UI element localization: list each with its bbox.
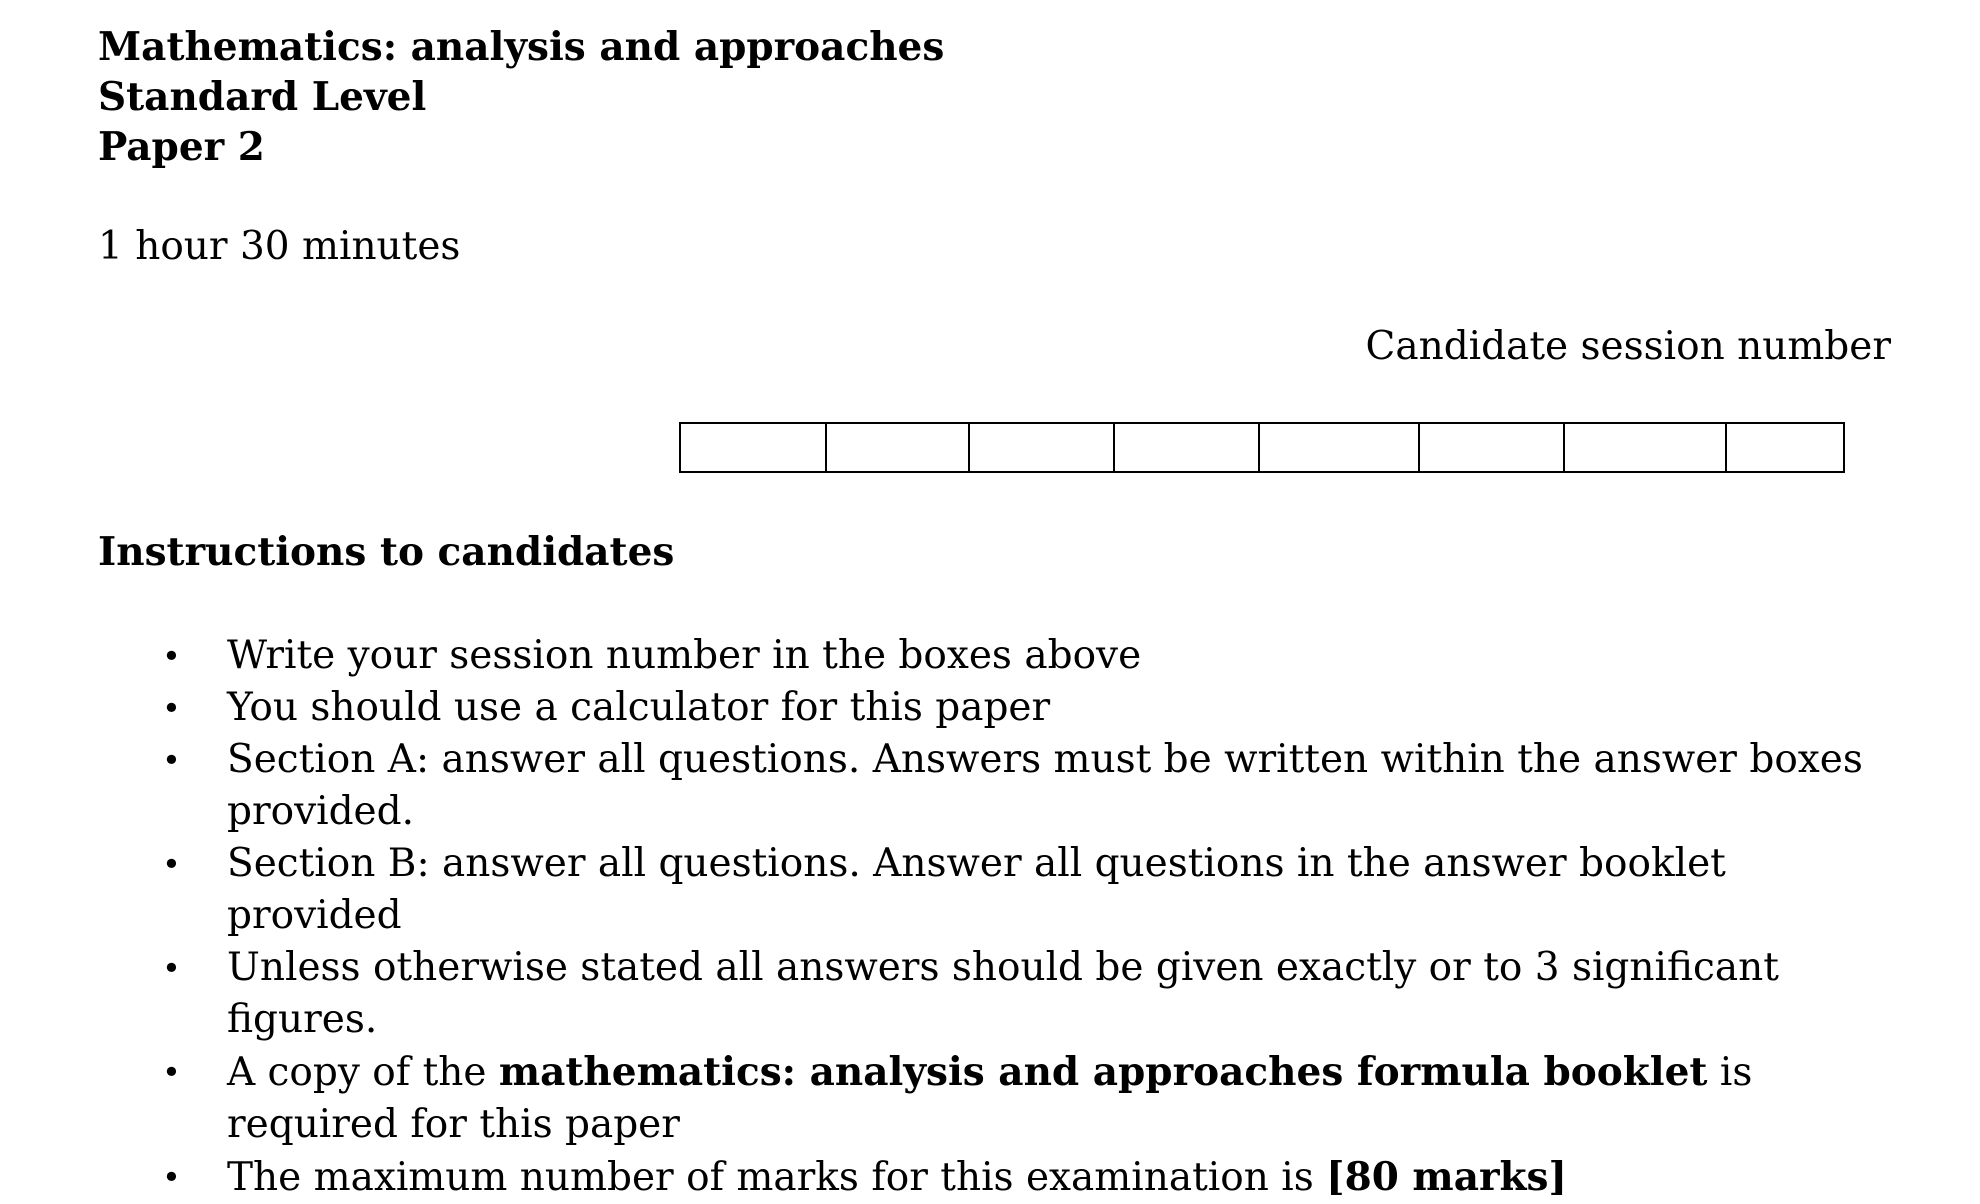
bullet-icon: •	[162, 689, 181, 727]
instruction-item	[98, 942, 1878, 1046]
instruction-text: Section B: answer all questions. Answer all questions in the answer booklet provided	[227, 841, 1726, 938]
session-digit-box[interactable]	[970, 424, 1115, 471]
instruction-text: You should use a calculator for this paper	[227, 685, 1051, 730]
instructions-heading: Instructions to candidates	[98, 529, 675, 575]
instruction-item	[98, 734, 1878, 838]
instruction-text-before: A copy of the	[227, 1050, 499, 1095]
instruction-text: Unless otherwise stated all answers should be given exactly or to 3 significant figures.	[227, 945, 1779, 1042]
level-title: Standard Level	[98, 74, 427, 120]
bullet-icon: •	[162, 637, 181, 675]
session-digit-box[interactable]	[1115, 424, 1260, 471]
session-digit-box[interactable]	[827, 424, 970, 471]
session-digit-box[interactable]	[681, 424, 827, 471]
instruction-text-before: The maximum number of marks for this examination is	[227, 1155, 1327, 1200]
instruction-text-after: is required for this paper	[227, 1050, 1753, 1147]
candidate-session-label: Candidate session number	[1365, 324, 1891, 369]
instruction-item	[98, 1151, 1878, 1204]
session-digit-box[interactable]	[1420, 424, 1565, 471]
session-digit-box[interactable]	[1565, 424, 1727, 471]
candidate-session-number-boxes	[679, 422, 1845, 473]
exam-duration: 1 hour 30 minutes	[98, 224, 461, 269]
instruction-item	[98, 630, 1878, 682]
instruction-item	[98, 838, 1878, 942]
max-marks: [80 marks]	[1326, 1154, 1567, 1200]
instruction-item	[98, 682, 1878, 734]
instruction-item	[98, 1046, 1878, 1151]
instruction-text: Section A: answer all questions. Answers must be written within the answer boxes provided.	[227, 737, 1863, 834]
bullet-icon: •	[162, 741, 181, 779]
subject-title: Mathematics: analysis and approaches	[98, 24, 945, 70]
paper-title: Paper 2	[98, 124, 265, 170]
bullet-icon: •	[162, 1158, 181, 1196]
exam-title-block	[98, 22, 944, 172]
instructions-list	[98, 630, 1878, 1204]
session-digit-box[interactable]	[1260, 424, 1420, 471]
bullet-icon: •	[162, 1053, 181, 1091]
bullet-icon: •	[162, 845, 181, 883]
session-digit-box[interactable]	[1727, 424, 1843, 471]
bullet-icon: •	[162, 949, 181, 987]
formula-booklet-title: mathematics: analysis and approaches formula booklet	[498, 1049, 1708, 1095]
instruction-text: Write your session number in the boxes above	[227, 633, 1142, 678]
